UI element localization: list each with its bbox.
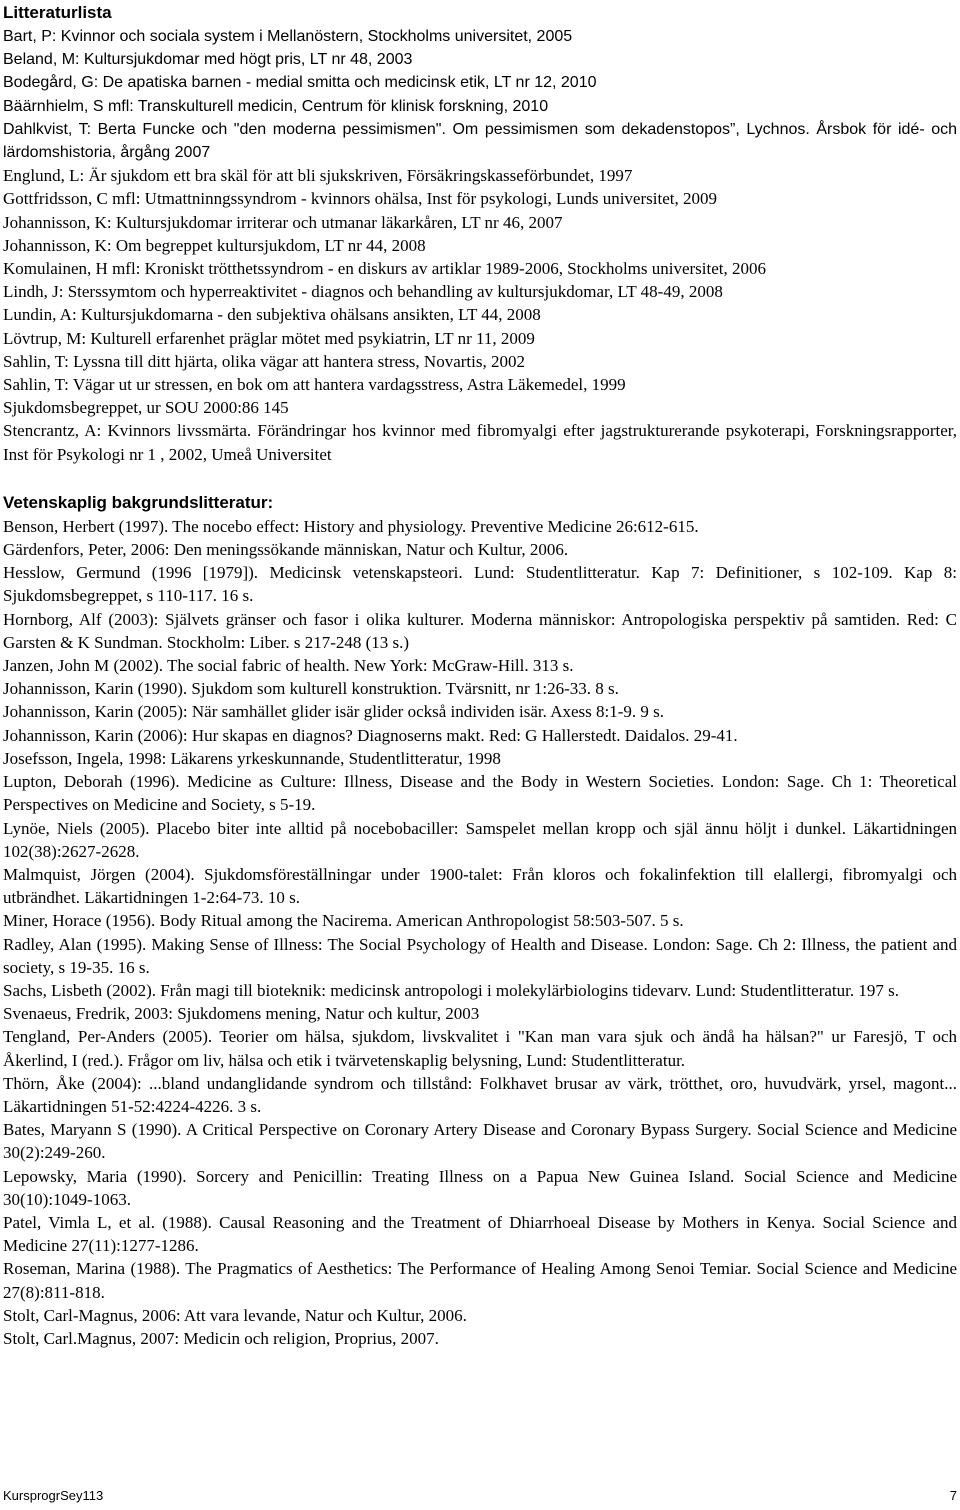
section-heading: Litteraturlista: [3, 3, 112, 22]
reference-entry: Patel, Vimla L, et al. (1988). Causal Reasoning and the Treatment of Dhiarrhoeal Disease by Mothers in Kenya. Social Science and Medicine 27(11):1277-1286.: [3, 1212, 957, 1256]
reference-entry: Hornborg, Alf (2003): Självets gränser och fasor i olika kulturer. Moderna människor: Antropologiska perspektiv på samtiden. Red: C Garsten & K Sundman. Stockholm: Liber. s 217-248 (13 s.): [3, 609, 957, 652]
reference-entry: Miner, Horace (1956). Body Ritual among the Nacirema. American Anthropologist 58:503-507. 5 s.: [3, 911, 684, 931]
reference-entry: Thörn, Åke (2004): ...bland undanglidande syndrom och tillstånd: Folkhavet brusar av värk, trötthet, oro, huvudvärk, yrsel, magont... Läkartidningen 51-52:4224-4226. 3 s.: [3, 1073, 957, 1116]
section-heading: Vetenskaplig bakgrundslitteratur:: [3, 492, 274, 512]
reference-entry: Janzen, John M (2002). The social fabric of health. New York: McGraw-Hill. 313 s.: [3, 656, 574, 676]
reference-entry: Lupton, Deborah (1996). Medicine as Culture: Illness, Disease and the Body in Western Societies. London: Sage. Ch 1: Theoretical Perspectives on Medicine and Society, s 5-19.: [3, 772, 957, 815]
background-literature-section: [3, 490, 957, 1350]
document-page: [3, 0, 957, 1350]
reference-entry: Sachs, Lisbeth (2002). Från magi till bioteknik: medicinsk antropologi i molekylärbiologins tidevarv. Lund: Studentlitteratur. 197 s.: [3, 980, 899, 1000]
reference-entry: Lindh, J: Sterssymtom och hyperreaktivitet - diagnos och behandling av kultursjukdomar, LT 48-49, 2008: [3, 282, 723, 302]
reference-entry: Lövtrup, M: Kulturell erfarenhet präglar mötet med psykiatrin, LT nr 11, 2009: [3, 328, 535, 348]
reference-entry: Josefsson, Ingela, 1998: Läkarens yrkeskunnande, Studentlitteratur, 1998: [3, 748, 501, 768]
reference-entry: Bäärnhielm, S mfl: Transkulturell medicin, Centrum för klinisk forskning, 2010: [3, 97, 549, 115]
page-footer: [3, 1488, 957, 1506]
reference-entry: Stencrantz, A: Kvinnors livssmärta. Förändringar hos kvinnor med fibromyalgi efter jagstrukturerande psykoterapi, Forskningsrapporter, Inst för Psykologi nr 1 , 2002, Umeå Universitet: [3, 421, 957, 464]
reference-entry: Englund, L: Är sjukdom ett bra skäl för att bli sjukskriven, Försäkringskasseförbundet, 1997: [3, 166, 633, 186]
reference-entry: Svenaeus, Fredrik, 2003: Sjukdomens mening, Natur och kultur, 2003: [3, 1004, 480, 1024]
reference-entry: Dahlkvist, T: Berta Funcke och "den moderna pessimismen". Om pessimismen som dekadenstopos”, Lychnos. Årsbok för idé- och lärdomshistoria, årgång 2007: [3, 120, 957, 162]
reference-entry: Sahlin, T: Lyssna till ditt hjärta, olika vägar att hantera stress, Novartis, 2002: [3, 351, 525, 371]
reference-entry: Malmquist, Jörgen (2004). Sjukdomsföreställningar under 1900-talet: Från kloros och fokalinfektion till elallergi, fibromyalgi och utbrändhet. Läkartidningen 1-2:64-73. 10 s.: [3, 864, 957, 908]
reference-entry: Bodegård, G: De apatiska barnen - medial smitta och medicinsk etik, LT nr 12, 2010: [3, 74, 597, 92]
reference-entry: Bart, P: Kvinnor och sociala system i Mellanöstern, Stockholms universitet, 2005: [3, 28, 573, 45]
reference-entry: Komulainen, H mfl: Kroniskt trötthetssyndrom - en diskurs av artiklar 1989-2006, Stockholms universitet, 2006: [3, 259, 767, 279]
reference-entry: Bates, Maryann S (1990). A Critical Perspective on Coronary Artery Disease and Coronary Bypass Surgery. Social Science and Medicine 30(2):249-260.: [3, 1120, 957, 1163]
reference-entry: Hesslow, Germund (1996 [1979]). Medicinsk vetenskapsteori. Lund: Studentlitteratur. Kap 7: Definitioner, s 102-109. Kap 8: Sjukdomsbegreppet, s 110-117. 16 s.: [3, 563, 957, 606]
reference-entry: Beland, M: Kultursjukdomar med högt pris, LT nr 48, 2003: [3, 51, 413, 69]
section-spacer: [3, 466, 957, 490]
reference-entry: Sahlin, T: Vägar ut ur stressen, en bok om att hantera vardagsstress, Astra Läkemedel, 1999: [3, 375, 626, 395]
reference-entry: Stolt, Carl-Magnus, 2006: Att vara levande, Natur och Kultur, 2006.: [3, 1305, 467, 1325]
reference-entry: Radley, Alan (1995). Making Sense of Illness: The Social Psychology of Health and Disease. London: Sage. Ch 2: Illness, the patient and society, s 19-35. 16 s.: [3, 934, 957, 977]
reference-entry: Stolt, Carl.Magnus, 2007: Medicin och religion, Proprius, 2007.: [3, 1328, 439, 1348]
reference-entry: Lundin, A: Kultursjukdomarna - den subjektiva ohälsans ansikten, LT 44, 2008: [3, 305, 541, 325]
reference-entry: Johannisson, Karin (2005): När samhället glider isär glider också individen isär. Axess 8:1-9. 9 s.: [3, 702, 664, 722]
reference-entry: Gottfridsson, C mfl: Utmattninngssyndrom - kvinnors ohälsa, Inst för psykologi, Lunds universitet, 2009: [3, 189, 717, 209]
reference-list-section: [3, 0, 957, 466]
footer-doc-code: KursprogrSey113: [3, 1488, 104, 1503]
reference-entry: Johannisson, K: Om begreppet kultursjukdom, LT nr 44, 2008: [3, 235, 426, 255]
reference-entry: Lynöe, Niels (2005). Placebo biter inte alltid på nocebobaciller: Samspelet mellan kropp och själ ännu höljt i dunkel. Läkartidningen 102(38):2627-2628.: [3, 818, 957, 861]
page-number: 7: [949, 1488, 957, 1503]
reference-entry: Tengland, Per-Anders (2005). Teorier om hälsa, sjukdom, livskvalitet i "Kan man vara sjuk och ändå ha hälsan?" ur Faresjö, T och Åkerlind, I (red.). Frågor om liv, hälsa och etik i tvärvetenskaplig belysning, Lund: Studentlitteratur.: [3, 1027, 957, 1070]
reference-list: [3, 515, 957, 1350]
reference-list: [3, 25, 957, 466]
reference-entry: Gärdenfors, Peter, 2006: Den meningssökande människan, Natur och Kultur, 2006.: [3, 540, 569, 560]
reference-entry: Johannisson, Karin (1990). Sjukdom som kulturell konstruktion. Tvärsnitt, nr 1:26-33. 8 s.: [3, 679, 619, 699]
reference-entry: Johannisson, Karin (2006): Hur skapas en diagnos? Diagnoserns makt. Red: G Hallerstedt. Daidalos. 29-41.: [3, 725, 738, 745]
reference-entry: Johannisson, K: Kultursjukdomar irriterar och utmanar läkarkåren, LT nr 46, 2007: [3, 212, 563, 232]
reference-entry: Roseman, Marina (1988). The Pragmatics of Aesthetics: The Performance of Healing Among Senoi Temiar. Social Science and Medicine 27(8):811-818.: [3, 1259, 957, 1302]
reference-entry: Sjukdomsbegreppet, ur SOU 2000:86 145: [3, 398, 289, 418]
reference-entry: Benson, Herbert (1997). The nocebo effect: History and physiology. Preventive Medicine 26:612-615.: [3, 516, 699, 536]
reference-entry: Lepowsky, Maria (1990). Sorcery and Penicillin: Treating Illness on a Papua New Guinea Island. Social Science and Medicine 30(10):1049-1063.: [3, 1166, 957, 1209]
